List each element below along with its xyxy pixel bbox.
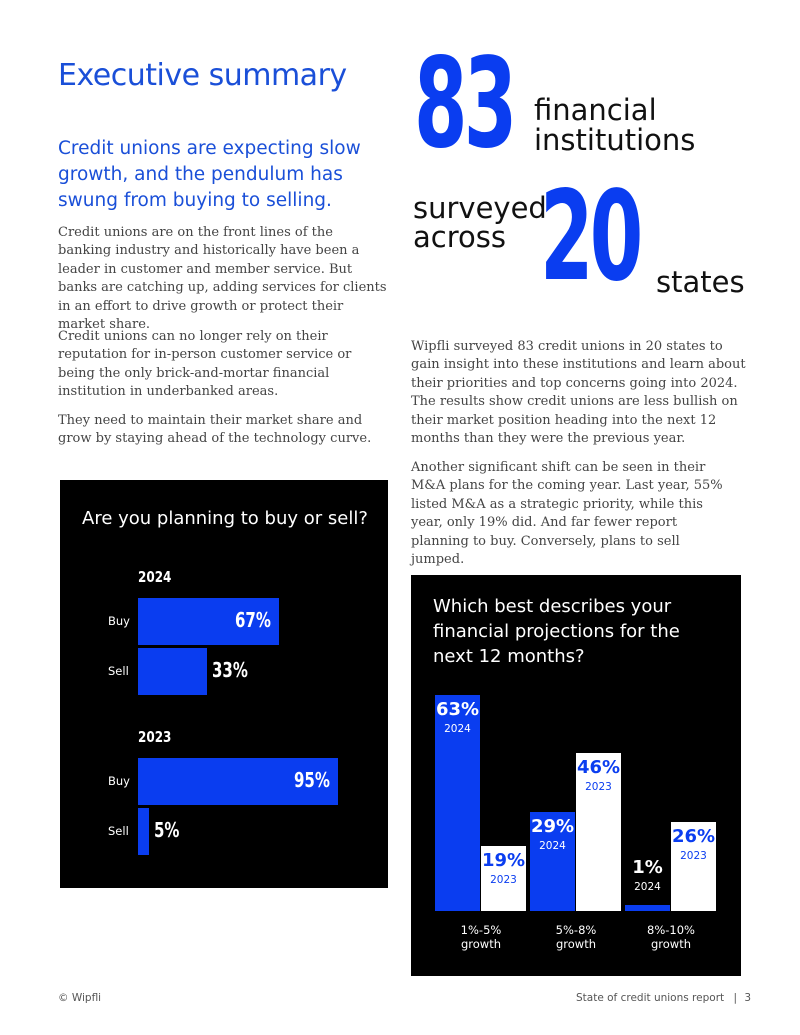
paragraph-left-1: Credit unions are on the front lines of the banking industry and historically have been a leader in customer and member service. But banks are catching up, adding services for clients in an effort to drive growth or protect their market share. [58, 225, 387, 333]
year-2024-0: 2024 [444, 723, 471, 735]
stat-states-word: states [656, 265, 745, 299]
category-label-2 [631, 923, 711, 951]
year-2024-1: 2024 [539, 840, 566, 852]
stat-83-number: 83 [414, 32, 514, 176]
stat-across-word: across [413, 220, 506, 254]
pct-2024-0: 63% [435, 699, 480, 720]
category-label-0-line-1: growth [460, 937, 501, 951]
category-label-2-line-0: 8%-10% [647, 923, 695, 937]
bar-2024-2 [625, 905, 670, 911]
row-label-buy-2023: Buy [108, 774, 130, 788]
buy-sell-chart-panel [60, 480, 388, 888]
bar-sell-2023 [138, 808, 149, 855]
category-label-1-line-0: 5%-8% [555, 923, 597, 937]
stat-20-number: 20 [540, 165, 640, 309]
year-2023-1: 2023 [585, 781, 612, 793]
pct-2023-2: 26% [671, 826, 716, 847]
stat-surveyed-word: surveyed [413, 191, 547, 225]
footer-page-number: 3 [744, 992, 752, 1004]
subhead: Credit unions are expecting slow growth, and the pendulum has swung from buying to selling. [58, 138, 361, 211]
stat-financial-word: financial [534, 93, 657, 127]
row-label-buy-2024: Buy [108, 614, 130, 628]
pct-2024-1: 29% [530, 816, 575, 837]
bar-sell-2024 [138, 648, 207, 695]
category-label-1 [536, 923, 616, 951]
paragraph-left-3: They need to maintain their market share and grow by staying ahead of the technology curve. [58, 413, 372, 447]
footer-copyright: © Wipfli [58, 992, 102, 1004]
projections-chart-panel [411, 575, 741, 976]
buy-sell-chart-title: Are you planning to buy or sell? [82, 508, 368, 529]
category-label-0 [441, 923, 521, 951]
paragraph-left-2: Credit unions can no longer rely on their reputation for in-person customer service or being the only brick-and-mortar financial institution in underbanked areas. [58, 329, 352, 400]
projections-chart-title: Which best describes your financial projections for the next 12 months? [433, 596, 680, 667]
row-label-sell-2024: Sell [108, 664, 129, 678]
year-2023-2: 2023 [680, 850, 707, 862]
row-label-sell-2023: Sell [108, 824, 129, 838]
pct-sell-2024: 33% [212, 658, 248, 682]
year-label-2023: 2023 [138, 728, 172, 746]
pct-buy-2024: 67% [235, 608, 271, 632]
year-2023-0: 2023 [490, 874, 517, 886]
pct-buy-2023: 95% [294, 768, 330, 792]
paragraph-right-2: Another significant shift can be seen in their M&A plans for the coming year. Last year, 55% listed M&A as a strategic priority, while this year, only 19% did. And far fewer report planning to buy. Conversely, plans to sell jumped. [411, 460, 723, 568]
year-2024-2: 2024 [634, 881, 661, 893]
year-label-2024: 2024 [138, 568, 172, 586]
footer-report-title [576, 992, 751, 1004]
category-label-0-line-0: 1%-5% [460, 923, 502, 937]
pct-2023-0: 19% [481, 850, 526, 871]
category-label-1-line-1: growth [555, 937, 596, 951]
stat-institutions-word: institutions [534, 123, 696, 157]
pct-2024-2: 1% [632, 857, 663, 878]
pct-sell-2023: 5% [154, 818, 180, 842]
footer-divider: | [733, 992, 738, 1004]
category-label-2-line-1: growth [650, 937, 691, 951]
footer-report-name: State of credit unions report [576, 992, 725, 1004]
paragraph-right-1: Wipfli surveyed 83 credit unions in 20 states to gain insight into these institutions and learn about their priorities and top concerns going into 2024. The results show credit unions are less bullish on their market position heading into the next 12 months than they were the previous year. [411, 339, 746, 447]
pct-2023-1: 46% [576, 757, 621, 778]
page-title: Executive summary [58, 58, 347, 93]
